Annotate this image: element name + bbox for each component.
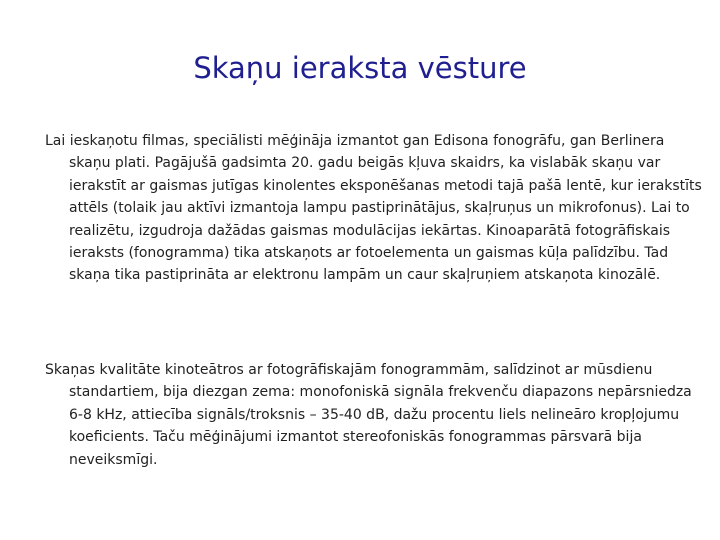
slide-title: Skaņu ieraksta vēsture xyxy=(193,51,527,85)
paragraph-film-sound-recording: Lai ieskaņotu filmas, speciālisti mēģināja izmantot gan Edisona fonogrāfu, gan Berlinera skaņu plati. Pagājušā gadsimta 20. gadu beigās kļuva skaidrs, ka vislabāk skaņu var ierakstīt ar gaismas jutīgas kinolentes eksponēšanas metodi tajā pašā lentē, kur ierakstīts attēls (tolaik jau aktīvi izmantoja lampu pastiprinātājus, skaļruņus un mikrofonus). Lai to realizētu, izgudroja dažādas gaismas modulācijas iekārtas. Kinoaparātā fotogrāfiskais ieraksts (fonogramma) tika atskaņots ar fotoelementa un gaismas kūļa palīdzību. Tad skaņa tika pastiprināta ar elektronu lampām un caur skaļruņiem atskaņota kinozālē. xyxy=(45,133,702,284)
paragraph-sound-quality: Skaņas kvalitāte kinoteātros ar fotogrāfiskajām fonogrammām, salīdzinot ar mūsdienu standartiem, bija diezgan zema: monofoniskā signāla frekvenču diapazons nepārsniedza 6-8 kHz, attiecība signāls/troksnis – 35-40 dB, dažu procentu liels nelineāro kropļojumu koeficients. Taču mēģinājumi izmantot stereofoniskās fonogrammas pārsvarā bija neveiksmīgi. xyxy=(45,362,692,468)
